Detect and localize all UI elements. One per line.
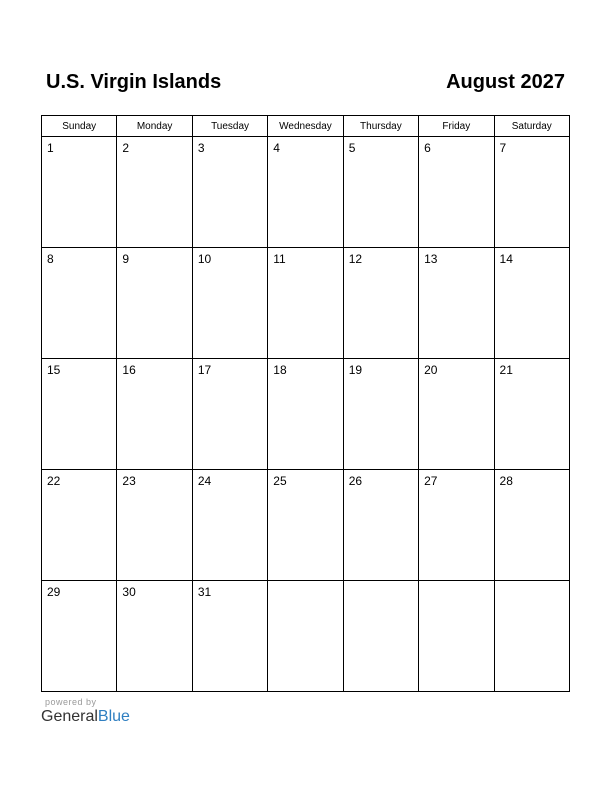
weekday-header-wednesday: Wednesday — [268, 116, 343, 137]
brand-logo[interactable] — [41, 708, 130, 726]
day-cell — [192, 359, 267, 470]
weekday-header-tuesday: Tuesday — [192, 116, 267, 137]
day-number: 28 — [499, 474, 513, 488]
weekday-header-monday: Monday — [117, 116, 192, 137]
day-number: 6 — [424, 141, 431, 155]
day-number: 27 — [424, 474, 438, 488]
day-number: 31 — [197, 585, 212, 599]
day-number: 19 — [348, 363, 363, 377]
day-number: 23 — [122, 474, 136, 488]
day-number: 13 — [424, 252, 438, 266]
day-number: 25 — [273, 474, 287, 488]
day-number: 30 — [122, 585, 136, 599]
day-cell — [343, 137, 418, 248]
day-number: 26 — [348, 474, 363, 488]
day-cell — [192, 248, 267, 359]
day-number: 20 — [424, 363, 438, 377]
weekday-header-thursday: Thursday — [343, 116, 418, 137]
day-number: 8 — [47, 252, 54, 266]
day-cell — [419, 137, 494, 248]
weekday-header-friday: Friday — [419, 116, 494, 137]
day-number — [268, 581, 342, 585]
footer-branding — [41, 697, 130, 726]
day-cell — [268, 248, 343, 359]
day-number: 4 — [273, 141, 280, 155]
day-cell — [42, 359, 117, 470]
month-year-title: August 2027 — [446, 71, 565, 93]
day-number: 5 — [348, 141, 356, 155]
day-cell — [268, 137, 343, 248]
day-number: 17 — [197, 363, 212, 377]
day-cell — [343, 248, 418, 359]
day-cell — [419, 581, 494, 692]
day-cell — [494, 248, 569, 359]
day-cell — [419, 359, 494, 470]
day-cell — [117, 581, 192, 692]
day-number — [344, 581, 418, 585]
day-number: 9 — [122, 252, 130, 266]
week-row-5 — [42, 581, 570, 692]
weekday-header-saturday: Saturday — [494, 116, 569, 137]
day-cell — [117, 359, 192, 470]
day-cell — [42, 137, 117, 248]
day-cell — [494, 470, 569, 581]
week-row-2 — [42, 248, 570, 359]
day-number — [495, 581, 569, 585]
day-number: 18 — [273, 363, 287, 377]
day-number: 10 — [197, 252, 212, 266]
day-cell — [494, 581, 569, 692]
day-cell — [494, 137, 569, 248]
day-cell — [343, 470, 418, 581]
brand-name-blue: Blue — [97, 708, 130, 725]
day-cell — [192, 581, 267, 692]
day-number: 7 — [499, 141, 507, 155]
region-title: U.S. Virgin Islands — [46, 71, 222, 93]
day-number: 12 — [348, 252, 363, 266]
week-row-4 — [42, 470, 570, 581]
day-cell — [268, 470, 343, 581]
day-cell — [117, 137, 192, 248]
week-row-3 — [42, 359, 570, 470]
day-cell — [343, 581, 418, 692]
day-number: 29 — [47, 585, 61, 599]
day-cell — [419, 248, 494, 359]
weekday-header-sunday: Sunday — [42, 116, 117, 137]
day-number: 21 — [499, 363, 513, 377]
day-number: 2 — [122, 141, 130, 155]
day-number: 16 — [122, 363, 136, 377]
day-cell — [42, 581, 117, 692]
day-number: 22 — [47, 474, 61, 488]
day-cell — [343, 359, 418, 470]
calendar-grid — [41, 115, 570, 692]
day-number: 1 — [47, 141, 54, 155]
brand-name-general: General — [41, 708, 98, 725]
day-cell — [117, 248, 192, 359]
day-number: 14 — [499, 252, 513, 266]
day-cell — [494, 359, 569, 470]
day-number: 15 — [47, 363, 61, 377]
day-cell — [192, 137, 267, 248]
day-cell — [419, 470, 494, 581]
day-cell — [192, 470, 267, 581]
weekday-header-row — [42, 116, 570, 137]
day-cell — [268, 359, 343, 470]
day-cell — [42, 470, 117, 581]
day-number: 3 — [197, 141, 205, 155]
week-row-1 — [42, 137, 570, 248]
powered-by-text: powered by — [45, 697, 97, 707]
day-number — [419, 581, 493, 585]
day-number: 24 — [197, 474, 212, 488]
day-number: 11 — [273, 252, 286, 266]
day-cell — [42, 248, 117, 359]
day-cell — [117, 470, 192, 581]
day-cell — [268, 581, 343, 692]
